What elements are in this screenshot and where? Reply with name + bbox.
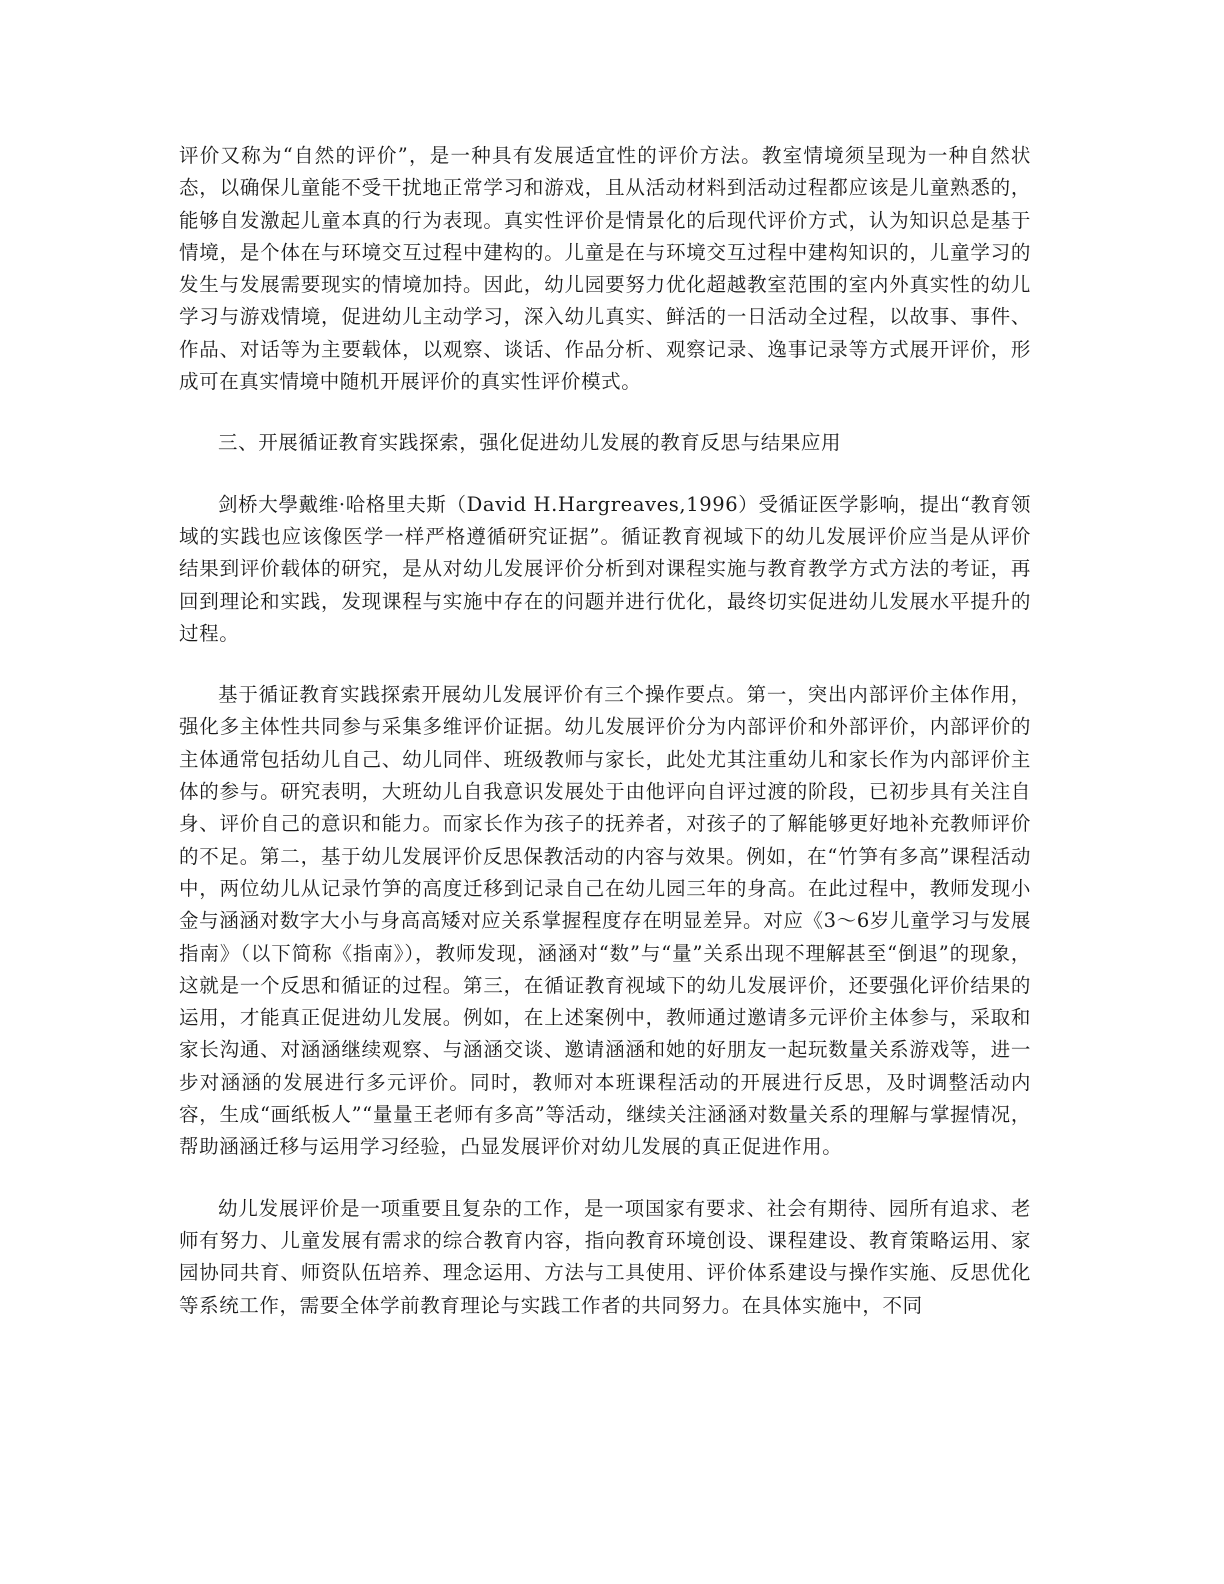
paragraph-three-key-points: 基于循证教育实践探索开展幼儿发展评价有三个操作要点。第一，突出内部评价主体作用，强化多主体性共同参与采集多维评价证据。幼儿发展评价分为内部评价和外部评价，内部评价的主体通常包括幼儿自己、幼儿同伴、班级教师与家长，此处尤其注重幼儿和家长作为内部评价主体的参与。研究表明，大班幼儿自我意识发展处于由他评向自评过渡的阶段，已初步具有关注自身、评价自己的意识和能力。而家长作为孩子的抚养者，对孩子的了解能够更好地补充教师评价的不足。第二，基于幼儿发展评价反思保教活动的内容与效果。例如，在“竹笋有多高”课程活动中，两位幼儿从记录竹笋的高度迁移到记录自己在幼儿园三年的身高。在此过程中，教师发现小金与涵涵对数字大小与身高高矮对应关系掌握程度存在明显差异。对应《3～6岁儿童学习与发展指南》（以下简称《指南》），教师发现，涵涵对“数”与“量”关系出现不理解甚至“倒退”的现象，这就是一个反思和循证的过程。第三，在循证教育视域下的幼儿发展评价，还要强化评价结果的运用，才能真正促进幼儿发展。例如，在上述案例中，教师通过邀请多元评价主体参与，采取和家长沟通、对涵涵继续观察、与涵涵交谈、邀请涵涵和她的好朋友一起玩数量关系游戏等，进一步对涵涵的发展进行多元评价。同时，教师对本班课程活动的开展进行反思，及时调整活动内容，生成“画纸板人”“量量王老师有多高”等活动，继续关注涵涵对数量关系的理解与掌握情况，帮助涵涵迁移与运用学习经验，凸显发展评价对幼儿发展的真正促进作用。 xyxy=(179,683,1031,1159)
paragraph-conclusion: 幼儿发展评价是一项重要且复杂的工作，是一项国家有要求、社会有期待、园所有追求、老师有努力、儿童发展有需求的综合教育内容，指向教育环境创设、课程建设、教育策略运用、家园协同共育、师资队伍培养、理念运用、方法与工具使用、评价体系建设与操作实施、反思优化等系统工作，需要全体学前教育理论与实践工作者的共同努力。在具体实施中，不同 xyxy=(179,1196,1031,1317)
paragraph-evidence-based-education: 剑桥大學戴维·哈格里夫斯（David H.Hargreaves,1996）受循证医学影响，提出“教育领域的实践也应该像医学一样严格遵循研究证据”。循证教育视域下的幼儿发展评价应当是从评价结果到评价载体的研究，是从对幼儿发展评价分析到对课程实施与教育教学方式方法的考证，再回到理论和实践，发现课程与实施中存在的问题并进行优化，最终切实促进幼儿发展水平提升的过程。 xyxy=(179,492,1031,645)
document-page xyxy=(179,140,1031,1351)
section-heading-3: 三、开展循证教育实践探索，强化促进幼儿发展的教育反思与结果应用 xyxy=(218,431,842,455)
paragraph-authentic-evaluation: 评价又称为“自然的评价”，是一种具有发展适宜性的评价方法。教室情境须呈现为一种自然状态，以确保儿童能不受干扰地正常学习和游戏，且从活动材料到活动过程都应该是儿童熟悉的，能够自发激起儿童本真的行为表现。真实性评价是情景化的后现代评价方式，认为知识总是基于情境，是个体在与环境交互过程中建构的。儿童是在与环境交互过程中建构知识的，儿童学习的发生与发展需要现实的情境加持。因此，幼儿园要努力优化超越教室范围的室内外真实性的幼儿学习与游戏情境，促进幼儿主动学习，深入幼儿真实、鲜活的一日活动全过程，以故事、事件、作品、对话等为主要载体，以观察、谈话、作品分析、观察记录、逸事记录等方式展开评价，形成可在真实情境中随机开展评价的真实性评价模式。 xyxy=(179,144,1031,394)
